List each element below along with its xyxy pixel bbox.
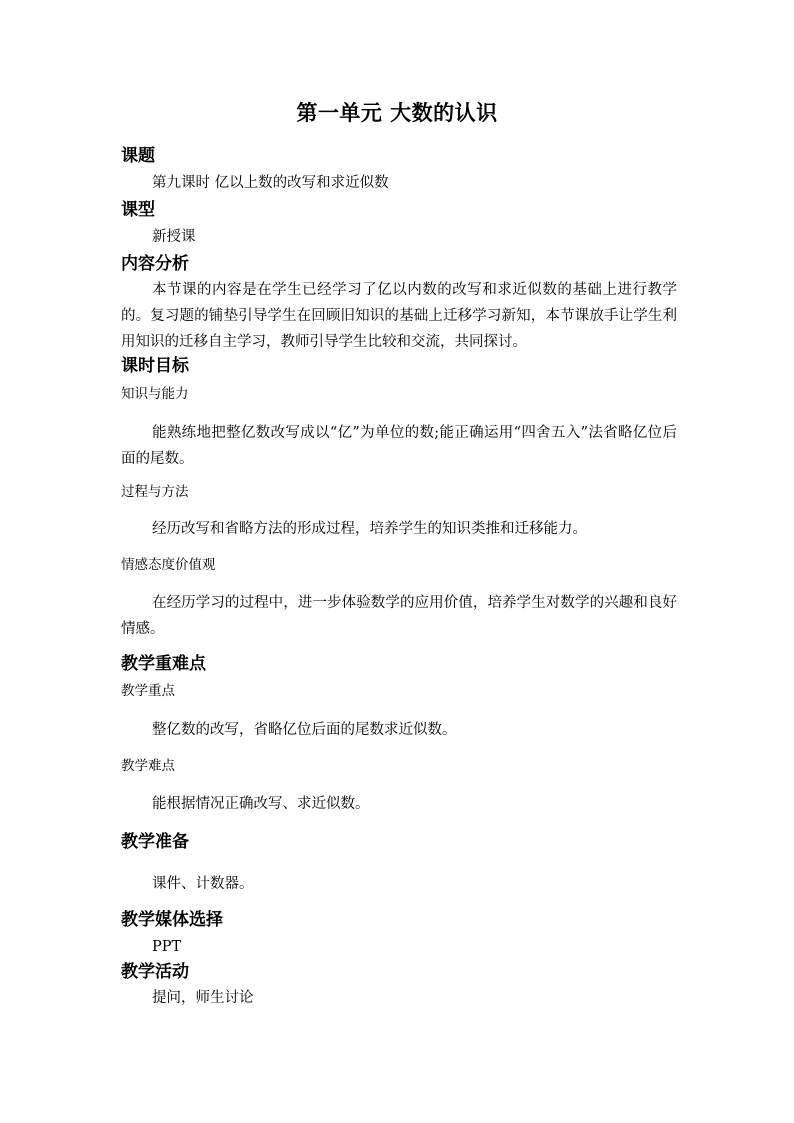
- type-text: 新授课: [152, 229, 196, 245]
- goal-text-emotion: 在经历学习的过程中，进一步体验数学的应用价值，培养学生对数学的兴趣和良好情感。: [121, 595, 677, 637]
- section-heading-analysis: 内容分析: [121, 254, 189, 274]
- key-text-focus: 整亿数的改写，省略亿位后面的尾数求近似数。: [152, 722, 457, 738]
- section-heading-topic: 课题: [121, 146, 155, 166]
- section-heading-activity: 教学活动: [121, 962, 189, 982]
- goal-label-knowledge: 知识与能力: [121, 386, 189, 402]
- topic-text: 第九课时 亿以上数的改写和求近似数: [152, 175, 389, 191]
- page-title: 第一单元 大数的认识: [296, 101, 498, 125]
- section-heading-goals: 课时目标: [121, 356, 189, 376]
- activity-text: 提问，师生讨论: [152, 990, 254, 1006]
- analysis-paragraph: 本节课的内容是在学生已经学习了亿以内数的改写和求近似数的基础上进行教学的。复习题的铺垫引导学生在回顾旧知识的基础上迁移学习新知，本节课放手让学生利用知识的迁移自主学习，教师引导学生比较和交流，共同探讨。: [121, 282, 677, 350]
- goal-text-process: 经历改写和省略方法的形成过程，培养学生的知识类推和迁移能力。: [152, 521, 587, 537]
- media-text: PPT: [152, 939, 182, 955]
- key-label-difficulty: 教学难点: [121, 758, 175, 774]
- goal-label-emotion: 情感态度价值观: [121, 557, 216, 573]
- section-heading-key-points: 教学重难点: [121, 654, 206, 674]
- key-label-focus: 教学重点: [121, 683, 175, 699]
- goal-label-process: 过程与方法: [121, 484, 189, 500]
- section-heading-type: 课型: [121, 200, 155, 220]
- section-heading-preparation: 教学准备: [121, 832, 189, 852]
- preparation-text: 课件、计数器。: [152, 876, 254, 892]
- key-text-difficulty: 能根据情况正确改写、求近似数。: [152, 796, 370, 812]
- goal-text-knowledge: 能熟练地把整亿数改写成以“亿”为单位的数;能正确运用“四舍五入”法省略亿位后面的尾数。: [121, 425, 677, 467]
- section-heading-media: 教学媒体选择: [121, 910, 223, 930]
